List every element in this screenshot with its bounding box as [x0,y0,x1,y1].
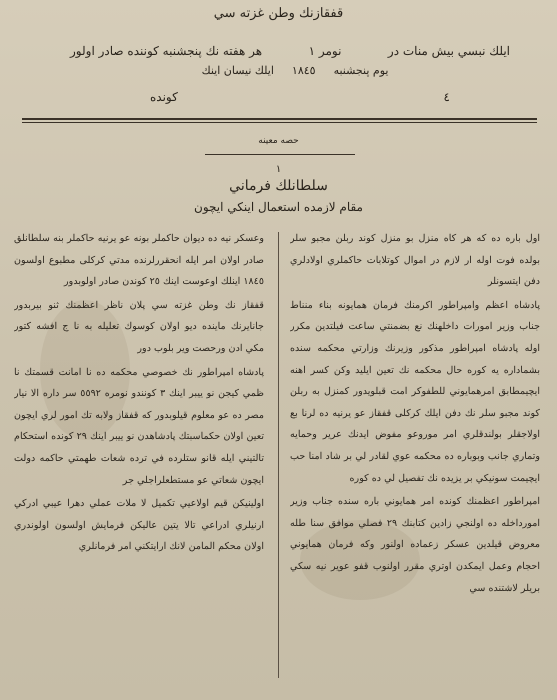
section-label: حصه معينه [258,136,299,146]
day-word: كونده [150,90,178,104]
paragraph: امپراطور اعظمنك كونده امر همايوني باره سنده جناب وزير امورداخله ده اولنجي زادين كتابنك ٢٩ فصلي موافق سنا طله معروض قيلدين عسكر زعماده اولنور وكه فرمان همايوني احجام وعمل ايمكدن اوتري مقرر اولنوب قفو عوير نيه سكي بريلر لاشتنده سي [290,496,540,594]
paragraph: پادشاه امپراطور نك خصوصي محكمه ده نا امانت قسمتك نا ظمي كيجن نو ييبر اينك ٣ كونندو نومره ٥٥٩٢ سر داره الا نيار مصر ده عو معلوم قيلوبدور كه قفقاز ولابه تك امور لري ايچون تعين اولان حكماسبتك پادشاهدن نو ييبر اينك ٢٩ كونده استحكام تالتيني ايله قانو ستلرده في ترده شعات طهمتي حاكمه دولت ايچون شعاتي عو مستطعلراجلي جر [14,366,264,486]
column-divider [278,232,279,678]
paragraph: اول باره ده كه هر كاه منزل بو منزل كوند ربلن مجبو سلر بولده فوت اوله ار لازم در اموال كوتلابات حاكملري اولادلري دفن ايتسونلر [290,233,540,288]
paragraph: پادشاه اعظم وامپراطور اكرمنك فرمان همايونه بناء منناط جناب وزير امورات داخلهنك نع بضمنتي ساعت فيلتدين مكرر اوله پادشاه امپراطور مذكور وزيرنك وزارتي محكمه سنده بشماداره يه كوره حال محكمه نك تعين ايليد وكن كسر اهنه ايچيمطابق امرهمايوني للطفوكر امت قبلويدور كمنزل به ربلن كوند مجبو سلر نك دفن ايلك كركلى قفقاز عو يرنيه ده لرنا بع اولاجقلر بولندقلري امر موروعو مفوض ايدنك عرير وحمايه وتماري جانب وبوباره ده محكمه عوي لقادر لي بر شاد امنا حب ايچيمت سونيكي بر يزيده نك تفصيل لي ده كوره [290,299,540,484]
section-rule [205,154,355,155]
year: ١٨٤٥ [291,64,316,77]
issue-number: نومر ١ [308,44,342,58]
paragraph: قفقاز نك وطن غزته سي پلان ناظر اعظمنك ثنو بيربدور جانايرنك ماينده ديو اولان كوسوك تعليله به نا ج افشه كتور مكي ادن ورحصت وير بلوب دور [14,299,264,354]
paragraph: اولينيكن قيم اولاعيي تكميل لا ملات عملي دهرا عيبي ادركي ارنيلري ادراعي تالا يتين عاليكن فرمايش اولسون اولوندري اولان محكم المامن لانك ارايتكني امر فرمانلري [14,498,264,553]
publication-schedule: هر هفته نك پنجشنبه كوننده صادر اولور [70,44,263,58]
column-right [290,228,540,688]
price-note: ايلك نبسي بيش منات در [387,44,510,58]
masthead-rule-thin [22,122,537,123]
paragraph: وعسكر نيه ده ديوان حاكملر بونه عو يرنيه حاكملر بنه سلطانلق صادر اولان امر ايله انحقررلرنده مدتي كركلى مطبوع اولسون ١٨٤٥ اينلك اوعوست اينك ٢٥ كوندن صادر اولوبدور [14,233,264,288]
masthead-title: قفقازنك وطن غزته سي [213,6,344,21]
article-number: ١ [275,164,282,175]
masthead-line-2 [140,64,450,77]
day-number: ٤ [443,90,450,104]
masthead-rule [22,118,537,120]
masthead-line-3 [150,90,450,104]
article-title: سلطانلك فرماني [229,178,328,194]
weekday: يوم پنجشنبه [333,64,389,77]
article-subtitle: مقام لازمده استعمال اينكي ايچون [194,200,363,214]
month: ايلك نيسان اينك [201,64,274,77]
column-left [14,228,264,688]
masthead-line-1 [70,44,510,58]
